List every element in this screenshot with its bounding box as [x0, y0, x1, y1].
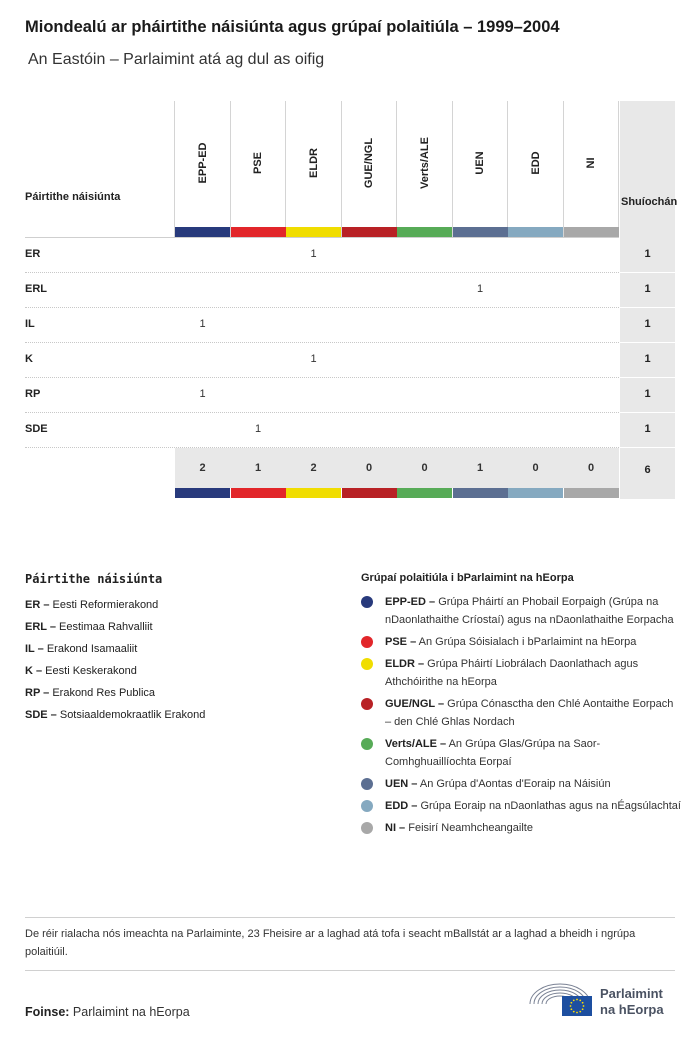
group-color-bar	[508, 227, 563, 237]
legend-groups-heading: Grúpaí polaitiúla i bParlaimint na hEorpa	[361, 572, 574, 584]
seat-cell	[453, 307, 508, 342]
legend-party-name: Eestimaa Rahvalliit	[55, 621, 153, 633]
seat-cell	[508, 307, 563, 342]
seat-cell: 1	[310, 353, 317, 365]
hemicycle-flag-icon	[528, 978, 594, 1018]
seat-cell	[342, 412, 397, 447]
seat-cell	[564, 342, 619, 377]
group-color-bar	[453, 227, 508, 237]
party-seat-total: 1	[644, 248, 651, 260]
seat-cell	[564, 307, 619, 342]
seat-cell	[564, 412, 619, 447]
seat-cell	[175, 342, 230, 377]
legend-party-item	[25, 616, 335, 638]
group-header-8	[564, 101, 619, 227]
group-total: 2	[310, 462, 317, 474]
seat-cell	[508, 342, 563, 377]
legend-party-abbr: K –	[25, 665, 43, 677]
seat-cell: 1	[254, 423, 262, 435]
group-header-label: UEN	[474, 151, 486, 175]
legend-group-name: An Grúpa Sóisialach i bParlaimint na hEorpa	[416, 636, 637, 648]
group-total: 0	[532, 462, 539, 474]
legend-party-name: Sotsiaaldemokraatlik Erakond	[56, 709, 206, 721]
party-seat-total: 1	[644, 283, 651, 295]
seat-cell	[286, 272, 341, 307]
seat-cell	[397, 412, 452, 447]
seat-cell	[175, 272, 230, 307]
seat-cell	[175, 412, 230, 447]
page-title: Miondealú ar pháirtithe náisiúnta agus grúpaí polaitiúla – 1999–2004	[25, 18, 560, 36]
seat-cell: 1	[199, 388, 206, 400]
group-header-label: NI	[585, 157, 597, 169]
seat-cell	[508, 272, 563, 307]
party-seat-total: 1	[644, 423, 651, 435]
legend-group-name: An Grúpa Glas/Grúpa na Saor-Comhghuaillíochta Eorpaí	[385, 738, 601, 768]
group-color-dot-icon	[361, 778, 373, 790]
group-color-bar	[175, 488, 230, 498]
group-color-dot-icon	[361, 738, 373, 750]
seats-column-header: Shuíochán	[621, 196, 678, 208]
seat-cell	[342, 272, 397, 307]
group-color-dot-icon	[361, 596, 373, 608]
seat-cell	[453, 237, 508, 272]
legend-group-item	[361, 775, 681, 793]
seat-cell	[342, 307, 397, 342]
group-color-bar	[342, 488, 397, 498]
seat-cell	[286, 307, 341, 342]
party-row-label: ER	[25, 248, 41, 260]
logo-line-2: na hEorpa	[600, 1002, 664, 1017]
group-total: 1	[476, 462, 484, 474]
legend-group-name: An Grúpa d'Aontas d'Eoraip na Náisiún	[417, 778, 611, 790]
legend-group-item	[361, 593, 681, 629]
legend-party-abbr: ERL –	[25, 621, 56, 633]
source-line	[25, 1005, 190, 1019]
group-header-1	[175, 101, 230, 227]
seat-cell: 1	[199, 318, 206, 330]
legend-party-name: Eesti Reformierakond	[49, 599, 159, 611]
grand-total: 6	[644, 464, 651, 476]
seat-cell	[231, 272, 286, 307]
seat-cell	[342, 377, 397, 412]
seat-cell	[397, 342, 452, 377]
group-color-dot-icon	[361, 636, 373, 648]
source-value: Parlaimint na hEorpa	[69, 1005, 190, 1019]
logo-line-1: Parlaimint	[600, 986, 663, 1001]
row-rule	[25, 447, 619, 448]
group-header-label: GUE/NGL	[363, 137, 375, 189]
seat-cell	[453, 412, 508, 447]
legend-group-item	[361, 695, 681, 731]
seat-matrix	[25, 101, 678, 499]
legend-group-abbr: UEN –	[385, 778, 418, 790]
legend-group-name: Grúpa Eoraip na nDaonlathas agus na nÉagsúlachtaí	[417, 800, 681, 812]
legend-group-abbr: PSE –	[385, 636, 417, 648]
group-total: 0	[587, 462, 595, 474]
seat-cell	[397, 272, 452, 307]
legend-group-name: Grúpa Pháirtí an Phobail Eorpaigh (Grúpa na nDaonlathaithe Críostaí) agus na nDaonlathaithe Eorpacha	[385, 596, 674, 626]
group-color-bar	[175, 227, 230, 237]
legend-party-name: Erakond Res Publica	[49, 687, 156, 699]
seat-cell: 1	[310, 248, 317, 260]
footnote: De réir rialacha nós imeachta na Parlaiminte, 23 Fheisire ar a laghad atá tofa i seacht mBallstát ar a laghad a bheidh i ngrúpa polaitiúil.	[25, 928, 636, 958]
legend-party-abbr: RP –	[25, 687, 50, 699]
legend-party-abbr: IL –	[25, 643, 44, 655]
group-header-3	[286, 101, 341, 227]
seat-cell	[231, 342, 286, 377]
legend-political-groups	[361, 572, 681, 841]
legend-group-abbr: GUE/NGL –	[385, 698, 445, 710]
seat-cell	[564, 237, 619, 272]
seat-cell	[342, 237, 397, 272]
legend-group-abbr: ELDR –	[385, 658, 425, 670]
legend-group-abbr: EDD –	[385, 800, 418, 812]
group-color-dot-icon	[361, 658, 373, 670]
seat-cell	[397, 237, 452, 272]
seat-cell	[564, 377, 619, 412]
seat-cell	[397, 377, 452, 412]
legend-party-item	[25, 660, 335, 682]
page-subtitle: An Eastóin – Parlaimint atá ag dul as oifig	[28, 51, 325, 68]
group-color-bar	[231, 488, 286, 498]
group-header-label: EDD	[529, 151, 542, 175]
group-header-2	[231, 101, 286, 227]
logo-text	[600, 986, 664, 1018]
group-header-4	[342, 101, 397, 227]
seat-cell	[175, 237, 230, 272]
legend-party-item	[25, 704, 335, 726]
group-color-dot-icon	[361, 822, 373, 834]
party-seat-total: 1	[644, 388, 651, 400]
group-color-bar	[231, 227, 286, 237]
european-parliament-logo	[528, 978, 678, 1022]
seat-cell	[231, 237, 286, 272]
legend-group-name: Grúpa Pháirtí Liobrálach Daonlathach agus Athchóirithe na hEorpa	[385, 658, 639, 688]
group-color-dot-icon	[361, 800, 373, 812]
legend-party-item	[25, 682, 335, 704]
group-color-bar	[564, 488, 619, 498]
group-header-7	[508, 101, 563, 227]
group-header-label: Verts/ALE	[418, 137, 431, 189]
party-row-label: RP	[25, 388, 41, 400]
group-color-bar	[286, 227, 341, 237]
party-row-label: ERL	[25, 283, 47, 295]
source-label: Foinse:	[25, 1005, 70, 1019]
seat-cell	[508, 377, 563, 412]
seat-cell	[508, 237, 563, 272]
group-color-bar	[342, 227, 397, 237]
seat-cell	[286, 377, 341, 412]
group-header-label: EPP-ED	[196, 142, 209, 184]
party-row-label: IL	[25, 318, 35, 330]
seat-cell	[231, 307, 286, 342]
group-header-label: PSE	[252, 151, 264, 175]
party-row-label: SDE	[25, 423, 48, 435]
legend-group-item	[361, 735, 681, 771]
group-color-bar	[508, 488, 563, 498]
group-color-bar	[397, 488, 452, 498]
legend-group-item	[361, 819, 681, 837]
seat-cell	[453, 377, 508, 412]
legend-group-name: Feisirí Neamhcheangailte	[405, 822, 533, 834]
legend-group-abbr: Verts/ALE –	[385, 738, 447, 750]
legend-group-item	[361, 633, 681, 651]
group-total: 1	[254, 462, 262, 474]
seat-row-rule	[620, 447, 675, 448]
legend-group-abbr: NI –	[385, 822, 406, 834]
legend-party-item	[25, 594, 335, 616]
seat-cell	[508, 412, 563, 447]
group-header-label: ELDR	[307, 148, 320, 178]
group-total: 0	[365, 462, 373, 474]
legend-parties-heading: Páirtithe náisiúnta	[25, 572, 163, 586]
group-color-bar	[397, 227, 452, 237]
group-header-5	[397, 101, 452, 227]
group-header-6	[453, 101, 508, 227]
legend-party-abbr: ER –	[25, 599, 50, 611]
group-color-bar	[453, 488, 508, 498]
legend-group-name: Grúpa Cónasctha den Chlé Aontaithe Eorpach – den Chlé Ghlas Nordach	[385, 698, 674, 728]
seat-cell	[453, 342, 508, 377]
party-column-header: Páirtithe náisiúnta	[25, 191, 121, 203]
seat-cell	[231, 377, 286, 412]
divider	[25, 917, 675, 918]
seat-cell	[286, 412, 341, 447]
group-color-bar	[564, 227, 619, 237]
legend-national-parties	[25, 572, 335, 726]
party-row-label: K	[25, 353, 33, 365]
legend-group-abbr: EPP-ED –	[385, 596, 436, 608]
legend-group-item	[361, 655, 681, 691]
divider	[25, 970, 675, 971]
group-total: 2	[199, 462, 206, 474]
group-color-bar	[286, 488, 341, 498]
party-seat-total: 1	[644, 318, 651, 330]
seat-cell	[564, 272, 619, 307]
group-color-dot-icon	[361, 698, 373, 710]
seat-cell	[342, 342, 397, 377]
legend-party-name: Eesti Keskerakond	[42, 665, 137, 677]
seat-cell	[397, 307, 452, 342]
seat-cell: 1	[476, 283, 484, 295]
legend-party-name: Erakond Isamaaliit	[43, 643, 138, 655]
party-seat-total: 1	[644, 353, 651, 365]
legend-group-item	[361, 797, 681, 815]
legend-party-abbr: SDE –	[25, 709, 57, 721]
legend-party-item	[25, 638, 335, 660]
group-total: 0	[421, 462, 428, 474]
